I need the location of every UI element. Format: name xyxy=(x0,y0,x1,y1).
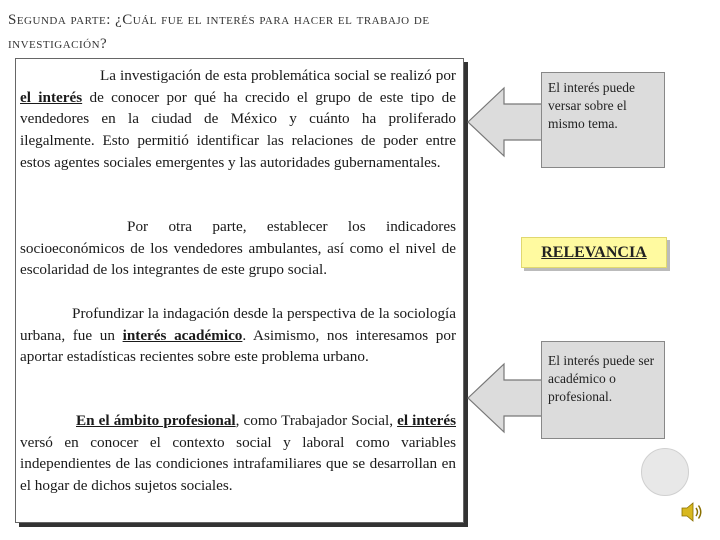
paragraph-4 xyxy=(20,410,456,497)
paragraph-1 xyxy=(20,65,456,174)
callout-bottom: El interés puede ser académico o profesional. xyxy=(541,341,665,439)
left-arrow-icon-2 xyxy=(466,362,546,434)
speaker-icon[interactable] xyxy=(679,499,705,525)
relevancia-label: RELEVANCIA xyxy=(521,237,667,268)
main-text-box xyxy=(15,58,464,523)
p3-underlined: interés académico xyxy=(122,326,243,344)
left-arrow-icon xyxy=(466,86,546,158)
slide-title xyxy=(8,8,608,56)
p2-text: Por otra parte, establecer los indicadores socioeconómicos de los vendedores ambulantes, así como el nivel de escolaridad de los integrantes de este grupo social. xyxy=(20,218,456,279)
callout-top: El interés puede versar sobre el mismo tema. xyxy=(541,72,665,168)
p4-underlined-1: En el ámbito profesional xyxy=(76,412,236,429)
title-line-2: investigación? xyxy=(8,36,108,52)
p1-text-a: La investigación de esta problemática social se realizó por xyxy=(100,67,456,84)
p4-text-a: , como Trabajador Social, xyxy=(235,412,398,429)
title-line-1: Segunda parte: ¿Cuál fue el interés para hacer el trabajo de xyxy=(8,12,430,28)
p4-underlined-2: el interés xyxy=(397,412,456,429)
p1-underlined: el interés xyxy=(20,88,83,106)
p3-text-a: Profundizar la indagación desde la perspectiva de la sociología urbana, fue un xyxy=(20,305,456,344)
decorative-circle xyxy=(641,448,689,496)
p3-text-b: . Asimismo, nos interesamos por aportar estadísticas recientes sobre este problema urbano. xyxy=(20,326,457,366)
p1-text-b: de conocer por qué ha crecido el grupo de este tipo de vendedores en la ciudad de México y cuánto ha proliferado ilegalmente. Esto permitió identificar las relaciones de poder entre estos agentes sociales emergentes y las autoridades gubernamentales. xyxy=(20,88,456,171)
paragraph-3 xyxy=(20,303,456,368)
p4-text-b: versó en conocer el contexto social y laboral como variables independientes de las condiciones intrafamiliares que se desarrollan en el hogar de dichos sujetos sociales. xyxy=(20,433,456,495)
paragraph-2 xyxy=(20,216,456,281)
